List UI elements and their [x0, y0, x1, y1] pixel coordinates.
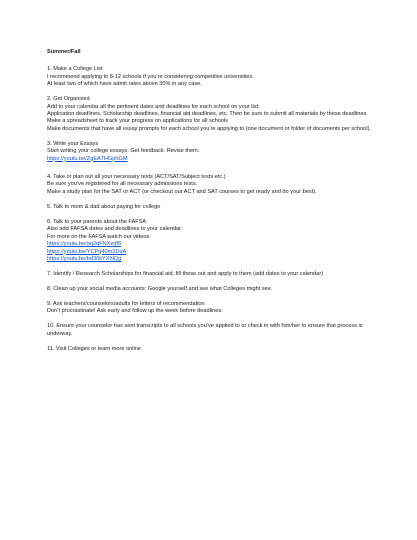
section-heading: 4. Take or plan out all your necessary tests (ACT/SAT/Subject tests etc.) — [47, 174, 226, 181]
section-8 — [47, 286, 377, 293]
section-9 — [47, 301, 377, 316]
section-heading: 8. Clean up your social media accounts: Google yourself and see what Colleges might see. — [47, 285, 273, 292]
section-line: Make a study plan for the SAT or ACT (or checkout our ACT and SAT courses to get ready and do your best). — [47, 188, 317, 195]
section-6 — [47, 219, 377, 263]
section-4 — [47, 174, 377, 196]
section-heading: 5. Talk to mom & dad about paying for college — [47, 203, 161, 210]
section-line: Make a spreadsheet to track your progress on applications for all schools — [47, 118, 228, 125]
section-7 — [47, 271, 377, 278]
section-11 — [47, 346, 377, 353]
section-line: Add to your calendar all the pertinent dates and deadlines for each school on your list: — [47, 103, 260, 110]
section-line: Start writing your college essays. Get feedback. Revise them. — [47, 148, 200, 155]
section-line: I recommend applying to 8-12 schools if you’re considering competitive universities. — [47, 73, 254, 80]
section-heading: 1. Make a College List — [47, 66, 103, 73]
section-line: For more on the FAFSA watch our videos: — [47, 233, 151, 240]
section-heading: 3. Write your Essays — [47, 140, 99, 147]
section-heading: 2. Get Organized — [47, 96, 90, 103]
section-line: Make documents that have all essay prompts for each school you’re applying to (one document or folder of documents per school). — [47, 125, 371, 132]
section-line: Also add FAFSA dates and deadlines to your calendar. — [47, 226, 183, 233]
fafsa-video-link-1[interactable]: https://youtu.be/aq2qFNXzdf8 — [47, 241, 122, 248]
fafsa-video-link-2[interactable]: https://youtu.be/YCPq40m2DuA — [47, 248, 127, 255]
document-body — [47, 49, 377, 361]
section-heading: 6. Talk to your parents about the FAFSA — [47, 218, 147, 225]
section-line: At least two of which have admit rates above 30% in any case. — [47, 81, 202, 88]
section-heading: 10. Ensure your counselor has sent transcripts to all schools you’ve applied to or check in with him/her to ensure that process is underway. — [47, 323, 363, 337]
section-3 — [47, 141, 377, 163]
section-line: Application deadlines, Scholarship deadlines, financial aid deadlines, etc. Then be sure to submit all materials by these deadlines. — [47, 111, 368, 118]
document-title: Summer/Fall — [47, 49, 81, 55]
fafsa-video-link-3[interactable]: https://youtu.be/bd30kYXhlQg — [47, 255, 122, 262]
section-10 — [47, 323, 377, 338]
section-line: Be sure you’ve registered for all necessary admissions tests. — [47, 181, 198, 188]
section-line: Don’t procrastinate! Ask early and follow up the week before deadlines. — [47, 308, 223, 315]
section-5 — [47, 204, 377, 211]
essay-video-link[interactable]: https://youtu.be/ZgEA7HGphGM — [47, 155, 128, 162]
section-heading: 11. Visit Colleges or learn more online — [47, 345, 142, 352]
section-heading: 9. Ask teachers/counselors/adults for letters of recommendation — [47, 300, 205, 307]
section-heading: 7. Identify / Research Scholarships for financial aid, fill these out and apply to them (add dates to your calendar) — [47, 270, 324, 277]
section-2 — [47, 96, 377, 133]
section-1 — [47, 66, 377, 88]
